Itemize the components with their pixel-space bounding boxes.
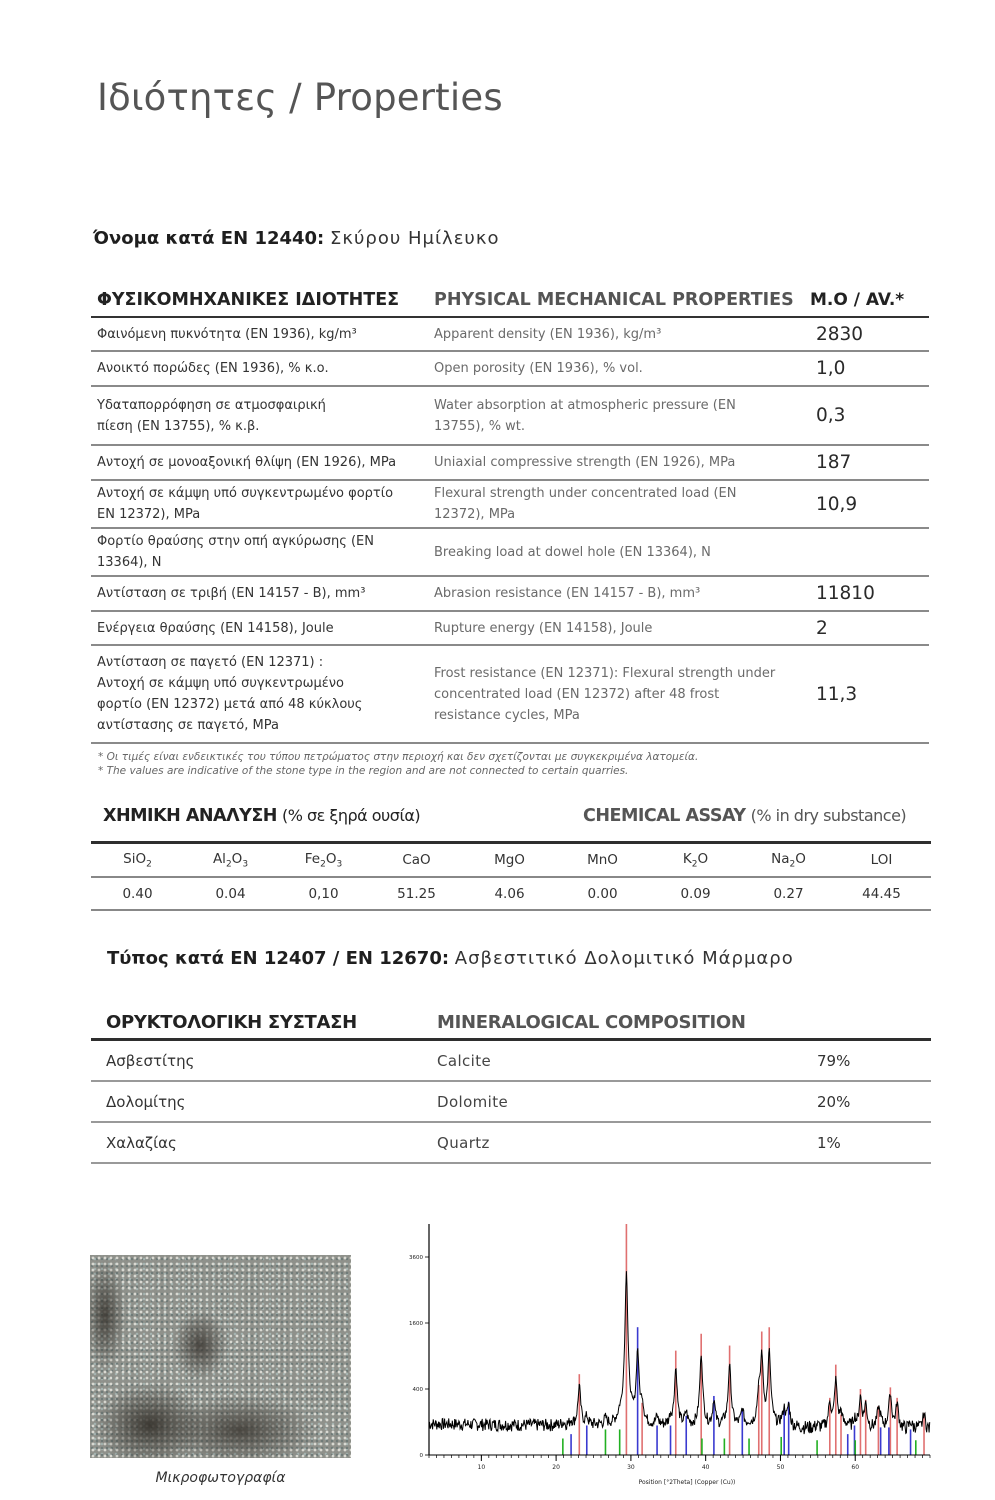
chemical-subtitle-greek: (% σε ξηρά ουσία) bbox=[282, 806, 421, 825]
micrograph-image bbox=[90, 1255, 351, 1458]
property-value: 1,0 bbox=[816, 358, 846, 379]
mineral-value: 1% bbox=[817, 1133, 841, 1152]
property-greek: Ανοικτό πορώδες (EN 1936), % κ.ο. bbox=[97, 361, 329, 376]
header-english: PHYSICAL MECHANICAL PROPERTIES bbox=[434, 290, 794, 310]
property-english: Flexural strength under concentrated load (EN 12372), MPa bbox=[434, 486, 737, 522]
table-row bbox=[91, 1082, 931, 1123]
chemical-title-greek bbox=[103, 806, 420, 826]
mineral-composition-table bbox=[91, 1007, 931, 1164]
svg-text:50: 50 bbox=[776, 1464, 785, 1471]
property-value: 2830 bbox=[816, 323, 864, 345]
property-value: 0,3 bbox=[816, 405, 846, 426]
svg-text:60: 60 bbox=[851, 1464, 860, 1471]
mineral-greek: Χαλαζίας bbox=[106, 1133, 177, 1152]
value-mgo: 4.06 bbox=[494, 885, 525, 902]
compound-sio2: SiO$_2$ bbox=[123, 850, 152, 870]
compound-mgo: MgO bbox=[494, 852, 525, 868]
table-row bbox=[91, 352, 929, 387]
value-na2o: 0.27 bbox=[773, 885, 804, 902]
mineral-english: Dolomite bbox=[437, 1092, 509, 1111]
table-row bbox=[91, 446, 929, 481]
stone-type-label: Τύπος κατά EN 12407 / EN 12670: bbox=[107, 948, 450, 969]
compound-k2o: $K_2O$ bbox=[682, 850, 709, 870]
physical-table-header bbox=[91, 286, 929, 318]
svg-text:40: 40 bbox=[701, 1464, 710, 1471]
physical-properties-table bbox=[91, 286, 929, 744]
mineral-header-english: MINERALOGICAL COMPOSITION bbox=[437, 1012, 746, 1033]
compound-cao: CaO bbox=[402, 852, 431, 868]
value-al2o3: 0.04 bbox=[215, 885, 246, 902]
property-value: 10,9 bbox=[816, 493, 858, 515]
table-row bbox=[91, 529, 929, 577]
x-axis-label: Position [°2Theta] (Copper (Cu)) bbox=[638, 1479, 736, 1486]
chemical-title-greek-main: ΧΗΜΙΚΗ ΑΝΑΛΥΣΗ bbox=[103, 806, 277, 826]
svg-text:1600: 1600 bbox=[409, 1321, 423, 1327]
footnote bbox=[98, 750, 698, 778]
property-value: 187 bbox=[816, 452, 852, 473]
xrd-plot bbox=[385, 1218, 945, 1490]
property-english: Water absorption at atmospheric pressure (EN 13755), % wt. bbox=[434, 397, 736, 434]
svg-text:0: 0 bbox=[419, 1453, 423, 1459]
compound-al2o3: $Al_2O_3$ bbox=[212, 850, 249, 870]
property-value: 2 bbox=[816, 617, 828, 639]
chemical-title-english bbox=[583, 806, 906, 826]
chemical-assay-table bbox=[91, 841, 931, 911]
property-value: 11,3 bbox=[816, 683, 858, 705]
stone-type-line bbox=[107, 948, 794, 969]
property-english: Frost resistance (EN 12371): Flexural strength under concentrated load (EN 12372) after 48 frost resistance cycles, MPa bbox=[434, 665, 776, 723]
mineral-english: Calcite bbox=[437, 1051, 492, 1070]
value-mno: 0.00 bbox=[587, 885, 618, 902]
mineral-table-header bbox=[91, 1007, 931, 1041]
property-greek: Υδαταπορρόφηση σε ατμοσφαιρική πίεση (EN 13755), % κ.β. bbox=[97, 397, 326, 434]
property-greek: Αντίσταση σε παγετό (EN 12371) : Αντοχή σε κάμψη υπό συγκεντρωμένο φορτίο (EN 12372) μετά από 48 κύκλους αντίστασης σε παγετό, MPa bbox=[97, 655, 363, 733]
xrd-chart bbox=[385, 1218, 945, 1490]
mineral-value: 79% bbox=[817, 1051, 851, 1070]
property-greek: Αντοχή σε μονοαξονική θλίψη (EN 1926), MPa bbox=[97, 455, 397, 470]
value-cao: 51.25 bbox=[397, 885, 436, 902]
table-row bbox=[91, 646, 929, 744]
stone-name-label: Όνομα κατά EN 12440: bbox=[93, 228, 325, 249]
svg-text:400: 400 bbox=[412, 1387, 423, 1393]
chemical-values-row bbox=[91, 878, 931, 911]
chemical-subtitle-english: (% in dry substance) bbox=[750, 806, 907, 825]
compound-na2o: $Na_2O$ bbox=[771, 850, 806, 870]
header-value: M.O / AV.* bbox=[810, 290, 905, 310]
value-fe2o3: 0,10 bbox=[308, 885, 339, 902]
page-title: Ιδιότητες / Properties bbox=[97, 76, 503, 119]
chemical-header-row bbox=[91, 841, 931, 878]
stone-name-value: Σκύρου Ημίλευκο bbox=[330, 228, 500, 249]
property-greek: Ενέργεια θραύσης (EN 14158), Joule bbox=[97, 620, 334, 636]
stone-type-value: Ασβεστιτικό Δολομιτικό Μάρμαρο bbox=[454, 948, 794, 969]
chemical-title-english-main: CHEMICAL ASSAY bbox=[583, 806, 746, 826]
property-english: Open porosity (EN 1936), % vol. bbox=[434, 361, 643, 376]
svg-text:20: 20 bbox=[552, 1464, 560, 1471]
header-greek: ΦΥΣΙΚΟΜΗΧΑΝΙΚΕΣ ΙΔΙΟΤΗΤΕΣ bbox=[97, 290, 400, 310]
svg-text:3600: 3600 bbox=[409, 1255, 423, 1261]
table-row bbox=[91, 318, 929, 352]
svg-text:10: 10 bbox=[477, 1464, 486, 1471]
property-greek: Φορτίο θραύσης στην οπή αγκύρωσης (EN 13364), N bbox=[97, 534, 374, 570]
compound-mno: MnO bbox=[587, 852, 618, 868]
property-english: Rupture energy (EN 14158), Joule bbox=[434, 620, 653, 636]
footnote-english: * The values are indicative of the stone type in the region and are not connected to certain quarries. bbox=[98, 765, 629, 777]
property-english: Breaking load at dowel hole (EN 13364), N bbox=[434, 544, 711, 560]
mineral-greek: Δολομίτης bbox=[106, 1092, 186, 1111]
property-greek: Φαινόμενη πυκνότητα (EN 1936), kg/m³ bbox=[97, 326, 357, 342]
table-row bbox=[91, 577, 929, 612]
table-row bbox=[91, 612, 929, 646]
property-greek: Αντίσταση σε τριβή (EN 14157 - B), mm³ bbox=[97, 586, 366, 601]
mineral-value: 20% bbox=[817, 1092, 851, 1111]
property-english: Apparent density (EN 1936), kg/m³ bbox=[434, 326, 662, 342]
table-row bbox=[91, 481, 929, 529]
footnote-greek: * Οι τιμές είναι ενδεικτικές του τύπου πετρώματος στην περιοχή και δεν σχετίζονται με συγκεκριμένα λατομεία. bbox=[98, 751, 699, 763]
compound-loi: LOI bbox=[870, 852, 893, 868]
table-row bbox=[91, 387, 929, 446]
stone-name-line bbox=[93, 228, 499, 249]
table-row bbox=[91, 1041, 931, 1082]
property-english: Abrasion resistance (EN 14157 - B), mm³ bbox=[434, 586, 701, 601]
table-row bbox=[91, 1123, 931, 1164]
property-greek: Αντοχή σε κάμψη υπό συγκεντρωμένο φορτίο EN 12372), MPa bbox=[97, 486, 394, 522]
micrograph-caption: Μικροφωτογραφία bbox=[155, 1470, 286, 1486]
value-sio2: 0.40 bbox=[122, 885, 153, 902]
property-value: 11810 bbox=[816, 583, 875, 604]
mineral-header-greek: ΟΡΥΚΤΟΛΟΓΙΚΗ ΣΥΣΤΑΣΗ bbox=[106, 1012, 357, 1033]
mineral-english: Quartz bbox=[437, 1133, 490, 1152]
mineral-greek: Ασβεστίτης bbox=[106, 1051, 195, 1070]
value-k2o: 0.09 bbox=[680, 885, 711, 902]
compound-fe2o3: $Fe_2O_3$ bbox=[304, 850, 343, 870]
svg-text:30: 30 bbox=[627, 1464, 635, 1471]
property-english: Uniaxial compressive strength (EN 1926), MPa bbox=[434, 455, 736, 470]
value-loi: 44.45 bbox=[862, 885, 901, 902]
